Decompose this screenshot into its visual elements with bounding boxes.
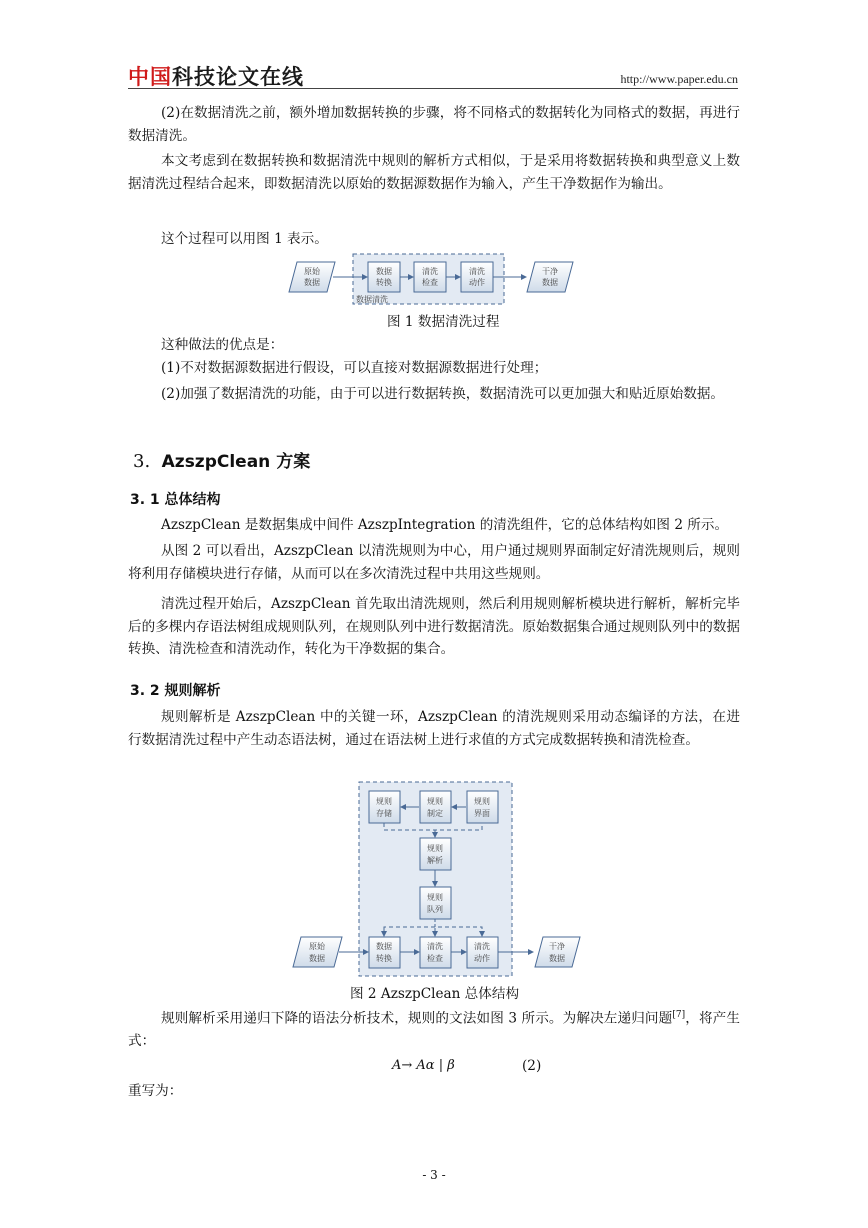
section-3-1-heading: 3. 1 总体结构	[130, 492, 221, 508]
fig1-group-label: 数据清洗	[356, 295, 388, 304]
paragraph-2: 本文考虑到在数据转换和数据清洗中规则的解析方式相似，于是采用将数据转换和典型意义上数据清洗过程结合起来，即数据清洗以原始的数据源数据作为输入，产生干净数据作为输出。	[128, 153, 740, 192]
fig2-r3-l2: 界面	[474, 809, 490, 818]
figure-2-caption: 图 2 AzszpClean 总体结构	[350, 986, 520, 1002]
paragraph-3: 这个过程可以用图 1 表示。	[161, 231, 328, 247]
fig2-parse-l1: 规则	[427, 844, 443, 853]
section-3-heading: 3. AzszpClean 方案	[133, 451, 311, 472]
fig1-input-l2: 数据	[304, 278, 320, 287]
fig1-box3-l2: 动作	[469, 278, 485, 287]
fig2-r2-l2: 制定	[427, 809, 443, 818]
header-url: http://www.paper.edu.cn	[620, 72, 738, 86]
fig1-box1-l1: 数据	[376, 267, 392, 276]
paragraph-11: 规则解析采用递归下降的语法分析技术，规则的文法如图 3 所示。为解决左递归问题[7]，将产生式：	[128, 1010, 740, 1050]
figure-2-diagram	[287, 780, 582, 980]
fig1-box2-l2: 检查	[422, 278, 438, 287]
fig2-r3-l1: 规则	[474, 797, 490, 806]
figure-1-diagram	[285, 252, 585, 308]
paragraph-9: 清洗过程开始后，AzszpClean 首先取出清洗规则，然后利用规则解析模块进行解析，解析完毕后的多棵内存语法树组成规则队列，在规则队列中进行数据清洗。原始数据集合通过规则队列中的数据转换、清洗检查和清洗动作，转化为干净数据的集合。	[128, 596, 740, 657]
fig2-input-l1: 原始	[309, 942, 325, 951]
page-number: - 3 -	[422, 1168, 446, 1182]
fig2-box-rule-storage	[369, 791, 400, 823]
paragraph-12: 重写为：	[128, 1083, 183, 1099]
fig2-r2-l1: 规则	[427, 797, 443, 806]
fig2-r1-l2: 存储	[376, 809, 392, 818]
fig2-box-rule-define	[420, 791, 451, 823]
fig2-output-l2: 数据	[549, 954, 565, 963]
fig2-b3-l1: 清洗	[474, 942, 490, 951]
paragraph-1: (2)在数据清洗之前，额外增加数据转换的步骤，将不同格式的数据转化为同格式的数据，再进行数据清洗。	[128, 105, 740, 144]
fig1-input-l1: 原始	[304, 267, 320, 276]
fig1-output-l2: 数据	[542, 278, 558, 287]
fig2-r1-l1: 规则	[376, 797, 392, 806]
figure-1-caption: 图 1 数据清洗过程	[387, 314, 500, 330]
fig2-input-l2: 数据	[309, 954, 325, 963]
formula: A→ Aα | β	[392, 1058, 455, 1073]
paragraph-7: AzszpClean 是数据集成中间件 AzszpIntegration 的清洗组件，它的总体结构如图 2 所示。	[161, 517, 729, 533]
fig2-queue-l2: 队列	[427, 905, 443, 914]
paragraph-10: 规则解析是 AzszpClean 中的关键一环，AzszpClean 的清洗规则采用动态编译的方法，在进行数据清洗过程中产生动态语法树，通过在语法树上进行求值的方式完成数据转换和清洗检查。	[128, 709, 740, 748]
fig2-b1-l2: 转换	[376, 954, 392, 963]
paragraph-8: 从图 2 可以看出，AzszpClean 以清洗规则为中心，用户通过规则界面制定好清洗规则后，规则将利用存储模块进行存储，从而可以在多次清洗过程中共用这些规则。	[128, 543, 740, 582]
formula-number: (2)	[522, 1058, 542, 1074]
fig2-parse-l2: 解析	[427, 856, 443, 865]
paragraph-5: (1)不对数据源数据进行假设，可以直接对数据源数据进行处理；	[161, 360, 548, 376]
fig2-box-rule-parse	[420, 838, 451, 870]
section-3-2-heading: 3. 2 规则解析	[130, 683, 221, 699]
paragraph-4: 这种做法的优点是：	[161, 337, 284, 353]
fig2-queue-l1: 规则	[427, 893, 443, 902]
fig2-b3-l2: 动作	[474, 954, 490, 963]
fig1-box1-l2: 转换	[376, 278, 392, 287]
fig1-output-l1: 干净	[542, 267, 558, 276]
fig2-box-rule-queue	[420, 887, 451, 919]
fig1-box2-l1: 清洗	[422, 267, 438, 276]
fig2-box-rule-ui	[467, 791, 498, 823]
fig2-b2-l1: 清洗	[427, 942, 443, 951]
paragraph-6: (2)加强了数据清洗的功能，由于可以进行数据转换，数据清洗可以更加强大和贴近原始数据。	[161, 386, 725, 402]
fig1-box3-l1: 清洗	[469, 267, 485, 276]
fig2-output-l1: 干净	[549, 942, 565, 951]
fig2-b2-l2: 检查	[427, 954, 443, 963]
site-logo: 中国科技论文在线	[128, 65, 304, 89]
header-rule	[128, 88, 738, 89]
fig2-b1-l1: 数据	[376, 942, 392, 951]
